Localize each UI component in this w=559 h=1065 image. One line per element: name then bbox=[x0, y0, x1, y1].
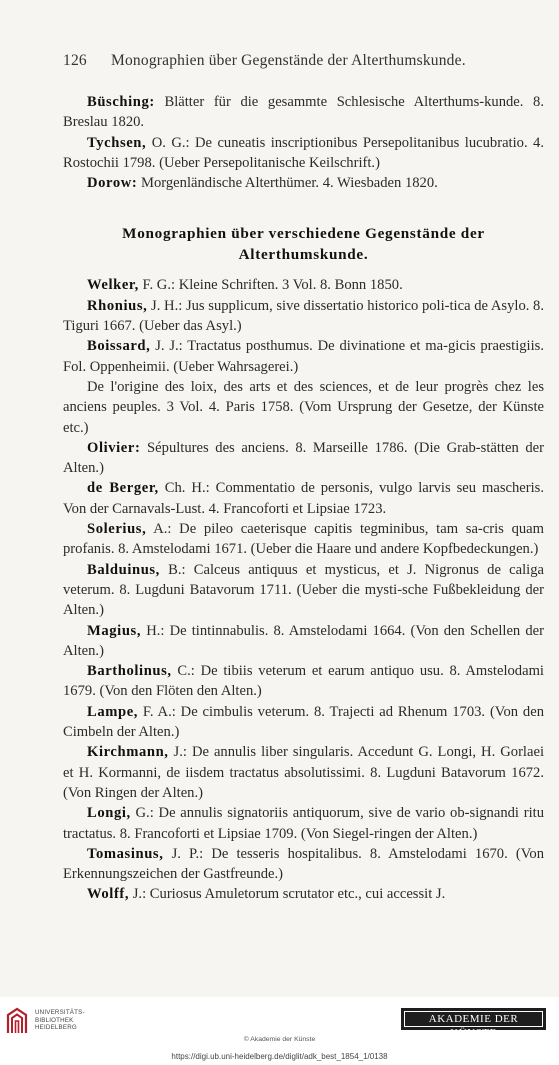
bibliography-entry: Longi, G.: De annulis signatoriis antiquorum, sive de vario ob-signandi ritu tractatus. 8. Francoforti et Lipsiae 1709. (Von Siegel-ringen der Alten.) bbox=[63, 805, 544, 842]
author-name: Olivier: bbox=[87, 439, 141, 456]
author-name: Kirchmann, bbox=[87, 744, 169, 761]
author-name: Welker, bbox=[87, 277, 139, 294]
copyright-notice: © Akademie der Künste bbox=[243, 1036, 316, 1043]
viewer-footer bbox=[0, 997, 559, 1065]
author-name: Boissard, bbox=[87, 338, 151, 355]
bibliography-entry: Boissard, J. J.: Tractatus posthumus. De divinatione et ma-gicis praestigiis. Fol. Oppenheimii. (Ueber Wahrsagerei.) bbox=[63, 338, 544, 375]
author-name: Dorow: bbox=[87, 175, 138, 192]
bibliography-entry: Dorow: Morgenländische Alterthümer. 4. Wiesbaden 1820. bbox=[87, 175, 438, 192]
author-name: Lampe, bbox=[87, 703, 139, 720]
bibliography-entry: Olivier: Sépultures des anciens. 8. Marseille 1786. (Die Grab-stätten der Alten.) bbox=[63, 439, 544, 477]
author-name: Büsching: bbox=[87, 94, 155, 110]
logo-text: UNIVERSITÄTS- BIBLIOTHEK HEIDELBERG bbox=[35, 1009, 85, 1031]
bibliography-entry: Wolff, J.: Curiosus Amuletorum scrutator etc., cui accessit J. bbox=[87, 886, 446, 903]
bibliography-entry: Kirchmann, J.: De annulis liber singularis. Accedunt G. Longi, H. Gorlaei et H. Kormanni, de iisdem tractatus absolutissimi. 8. Lugduni Batavorum 1672. (Von Ringen der Alten.) bbox=[63, 744, 544, 801]
bibliography-entry: Büsching: Blätter für die gesammte Schlesische Alterthums-kunde. 8. Breslau 1820. bbox=[63, 94, 544, 131]
akademie-badge[interactable]: AKADEMIE DER KÜNSTE bbox=[401, 1008, 546, 1030]
author-name: Solerius, bbox=[87, 521, 147, 538]
author-name: Rhonius, bbox=[87, 297, 148, 314]
bibliography-entry: Magius, H.: De tintinnabulis. 8. Amstelodami 1664. (Von den Schellen der Alten.) bbox=[63, 622, 544, 659]
bibliography-entry: Tomasinus, J. P.: De tesseris hospitalibus. 8. Amstelodami 1670. (Von Erkennungszeichen der Gastfreunde.) bbox=[63, 845, 544, 883]
source-url[interactable]: https://digi.ub.uni-heidelberg.de/diglit/adk_best_1854_1/0138 bbox=[171, 1052, 388, 1061]
author-name: Magius, bbox=[87, 622, 142, 639]
library-logo-icon bbox=[6, 1007, 28, 1035]
bibliography-entry: De l'origine des loix, des arts et des sciences, et de leur progrès chez les anciens peuples. 3 Vol. 4. Paris 1758. (Vom Ursprung der Gesetze, der Künste etc.) bbox=[63, 378, 544, 436]
bibliography-entry: Balduinus, B.: Calceus antiquus et mysticus, et J. Nigronus de caliga veterum. 8. Lugduni Batavorum 1711. (Ueber die mysti-sche Fußbekleidung der Alten.) bbox=[63, 561, 544, 619]
bibliography-entry: Lampe, F. A.: De cimbulis veterum. 8. Trajecti ad Rhenum 1703. (Von den Cimbeln der Alten.) bbox=[63, 703, 544, 741]
university-library-logo[interactable] bbox=[6, 1007, 206, 1037]
page-number: 126 bbox=[63, 52, 87, 69]
page-header bbox=[63, 52, 503, 70]
author-name: Bartholinus, bbox=[87, 663, 172, 680]
bibliography-entry: Tychsen, O. G.: De cuneatis inscriptionibus Persepolitanibus lucubratio. 4. Rostochii 1798. (Ueber Persepolitanische Keilschrift.) bbox=[63, 134, 544, 171]
bibliography-entry: de Berger, Ch. H.: Commentatio de personis, vulgo larvis seu mascheris. Von der Carnavals-Lust. 4. Francoforti et Lipsiae 1723. bbox=[63, 480, 544, 517]
page-body bbox=[63, 92, 544, 905]
running-title: Monographien über Gegenstände der Alterthumskunde. bbox=[111, 52, 466, 69]
author-name: Balduinus, bbox=[87, 561, 160, 578]
bibliography-entry: Solerius, A.: De pileo caeterisque capitis tegminibus, tam sa-cris quam profanis. 8. Amstelodami 1671. (Ueber die Haare und andere Kopfbedeckungen.) bbox=[63, 521, 544, 558]
author-name: Longi, bbox=[87, 805, 131, 822]
author-name: Tomasinus, bbox=[87, 845, 164, 862]
section-heading: Monographien über verschiedene Gegenstände der Alterthumskunde. bbox=[122, 225, 485, 264]
author-name: de Berger, bbox=[87, 480, 159, 497]
bibliography-entry: Welker, F. G.: Kleine Schriften. 3 Vol. 8. Bonn 1850. bbox=[87, 277, 403, 294]
bibliography-entry: Bartholinus, C.: De tibiis veterum et earum antiquo usu. 8. Amstelodami 1679. (Von den Flöten den Alten.) bbox=[63, 663, 544, 700]
bibliography-entry: Rhonius, J. H.: Jus supplicum, sive dissertatio historico poli-tica de Asylo. 8. Tiguri 1667. (Ueber das Asyl.) bbox=[63, 297, 544, 335]
author-name: Wolff, bbox=[87, 886, 130, 903]
author-name: Tychsen, bbox=[87, 134, 147, 151]
